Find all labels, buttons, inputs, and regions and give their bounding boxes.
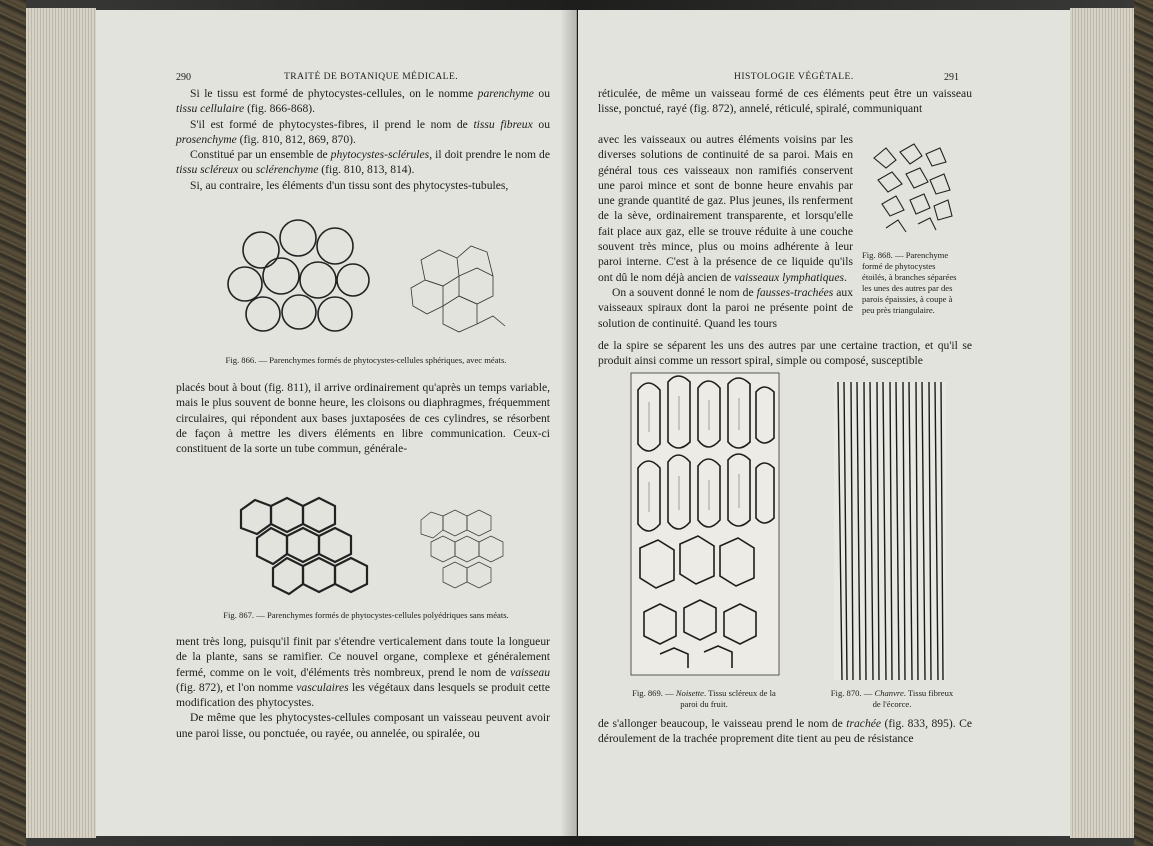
- text-run: , il doit prendre le nom de: [429, 148, 551, 162]
- page-number-right: 291: [944, 72, 959, 83]
- text-run: ou: [532, 117, 550, 131]
- figure-870: [834, 382, 946, 680]
- italic-term: parenchyme: [477, 87, 534, 100]
- text-run: avec les vaisseaux ou autres éléments voisins par les diverses solutions de continuité de sa paroi. Mais en général tous ces vaisseaux non ramifiés conservent une paroi mince et sont de bonne heure envahis par une grande quantité de gaz. Plus jeunes, ils renferment de la sève, ordinairement transparente, et lorsqu'elle fait place aux gaz, elle se trouve réduite à une couche souvent très mince, plus ou moins adhérente à leur paroi interne. C'est à la présence de ce liquide qu'ils ont dû le nom déjà ancien de: [598, 133, 853, 284]
- fig866-spherical-cells: [228, 220, 369, 331]
- text-run: De même que les phytocystes-cellules composant un vaisseau peuvent avoir une paroi lisse, ou ponctuée, ou rayée, ou annelée, ou spiralée, ou: [176, 711, 550, 740]
- page-edges-left: [26, 8, 96, 838]
- caption-fig-870: Fig. 870. — Chanvre. Tissu fibreux de l'écorce.: [830, 688, 954, 709]
- text-run: (fig. 872), et l'on nomme: [176, 680, 297, 694]
- italic-term: tissu cellulaire: [176, 102, 245, 116]
- caption-fig-867: Fig. 867. — Parenchymes formés de phytocystes-cellules polyédriques sans méats.: [223, 610, 509, 620]
- figure-869: [630, 372, 780, 676]
- fig866-loose-cells: [411, 246, 505, 332]
- right-text-top: [598, 86, 972, 117]
- italic-term: sclérenchyme: [255, 163, 319, 177]
- running-head-left: TRAITÉ DE BOTANIQUE MÉDICALE.: [284, 72, 459, 82]
- text-run: Si le tissu est formé de phytocystes-cellules, on le nomme: [190, 87, 478, 100]
- text-run: aux vaisseaux spiraux dont la paroi ne présente point de solution de continuité. Quand les tours: [598, 285, 853, 330]
- left-text-top: [176, 86, 550, 193]
- paragraph: [176, 178, 550, 193]
- text-run: ou: [533, 87, 551, 100]
- paragraph: [598, 132, 853, 285]
- text-run: (fig. 810, 812, 869, 870).: [236, 132, 356, 146]
- figure-867: [221, 480, 541, 610]
- italic-term: vaisseaux lymphatiques: [734, 270, 844, 284]
- italic-term: trachée: [846, 717, 882, 730]
- text-run: S'il est formé de phytocystes-fibres, il prend le nom de: [190, 117, 474, 131]
- figure-868: [864, 138, 960, 238]
- paragraph: [598, 338, 972, 369]
- text-run: Constitué par un ensemble de: [190, 148, 331, 162]
- text-run: de s'allonger beaucoup, le vaisseau prend le nom de: [598, 717, 847, 730]
- paragraph: [598, 86, 972, 117]
- italic-term: tissu scléreux: [176, 163, 239, 177]
- text-run: .: [843, 270, 847, 284]
- italic-term: fausses-trachées: [756, 285, 834, 299]
- caption-fig-866: Fig. 866. — Parenchymes formés de phytocystes-cellules sphériques, avec méats.: [225, 355, 507, 365]
- paragraph: [176, 86, 550, 117]
- text-run: ou: [238, 163, 256, 177]
- paragraph: [176, 117, 550, 148]
- text-run: les végétaux dans lesquels se produit cette modification des phytocystes.: [176, 680, 550, 710]
- text-run: réticulée, de même un vaisseau formé de ces éléments peut être un vaisseau lisse, ponctué, rayé (fig. 872), annelé, réticulé, spiralé, communiquant: [598, 87, 972, 116]
- paragraph: [176, 147, 550, 178]
- text-run: (fig. 866-868).: [244, 102, 316, 116]
- paragraph: [598, 716, 972, 747]
- caption-fig-869: Fig. 869. — Noisette. Tissu scléreux de la paroi du fruit.: [632, 688, 776, 709]
- italic-term: phytocystes-sclérules: [330, 148, 430, 162]
- italic-term: vasculaires: [296, 680, 349, 694]
- paragraph: [598, 285, 853, 331]
- running-head-right: HISTOLOGIE VÉGÉTALE.: [734, 72, 854, 82]
- marbled-cover-right: [1134, 0, 1153, 846]
- fig867-thick-hexagons: [241, 498, 367, 594]
- italic-term: prosenchyme: [176, 132, 237, 146]
- right-text-bottom: [598, 716, 972, 747]
- page-number-left: 290: [176, 72, 191, 83]
- marbled-cover-left: [0, 0, 26, 846]
- text-run: ment très long, puisqu'il finit par s'étendre verticalement dans toute la longueur de la plante, sans se ramifier. Ce nouvel organe, complexe et généralement fermé, comme on le voit, d'éléments très nombreux, prend le nom de: [176, 635, 550, 679]
- left-page: [96, 10, 577, 836]
- right-text-column: [598, 132, 853, 331]
- text-run: On a souvent donné le nom de: [612, 285, 757, 299]
- right-page: [578, 10, 1070, 836]
- paragraph: [176, 634, 550, 710]
- italic-term: tissu fibreux: [473, 117, 533, 131]
- fig867-thin-hexagons: [421, 510, 503, 588]
- caption-fig-868: Fig. 868. — Parenchyme formé de phytocystes étoilés, à branches séparées les unes des autres par des parois épaissies, à coupe à peu près triangulaire.: [862, 250, 957, 315]
- text-run: de la spire se séparent les uns des autres par une certaine traction, et qu'il se produit ainsi comme un ressort spiral, simple ou composé, susceptible: [598, 339, 972, 368]
- figure-866: [221, 210, 541, 350]
- paragraph: [176, 710, 550, 741]
- paragraph: [176, 380, 550, 456]
- text-run: (fig. 810, 813, 814).: [318, 163, 415, 177]
- page-edges-right: [1070, 8, 1134, 838]
- left-text-middle: [176, 380, 550, 456]
- right-text-full: [598, 338, 972, 369]
- left-text-bottom: [176, 634, 550, 741]
- italic-term: vaisseau: [510, 665, 550, 679]
- text-run: Si, au contraire, les éléments d'un tissu sont des phytocystes-tubules,: [190, 178, 509, 192]
- fig868-star-cells: [874, 144, 952, 232]
- text-run: (fig. 833, 895). Ce déroulement de la trachée proprement dite tient au peu de résistance: [598, 717, 972, 746]
- text-run: placés bout à bout (fig. 811), il arrive ordinairement qu'après un temps variable, mais le plus souvent de bonne heure, les cloisons ou diaphragmes, fréquemment circulaires, qui répondent aux bases juxtaposées de ces cylindres, se résorbent de façon à mettre les divers éléments en libre communication. Ceux-ci constituent de la sorte un tube commun, générale-: [176, 381, 550, 456]
